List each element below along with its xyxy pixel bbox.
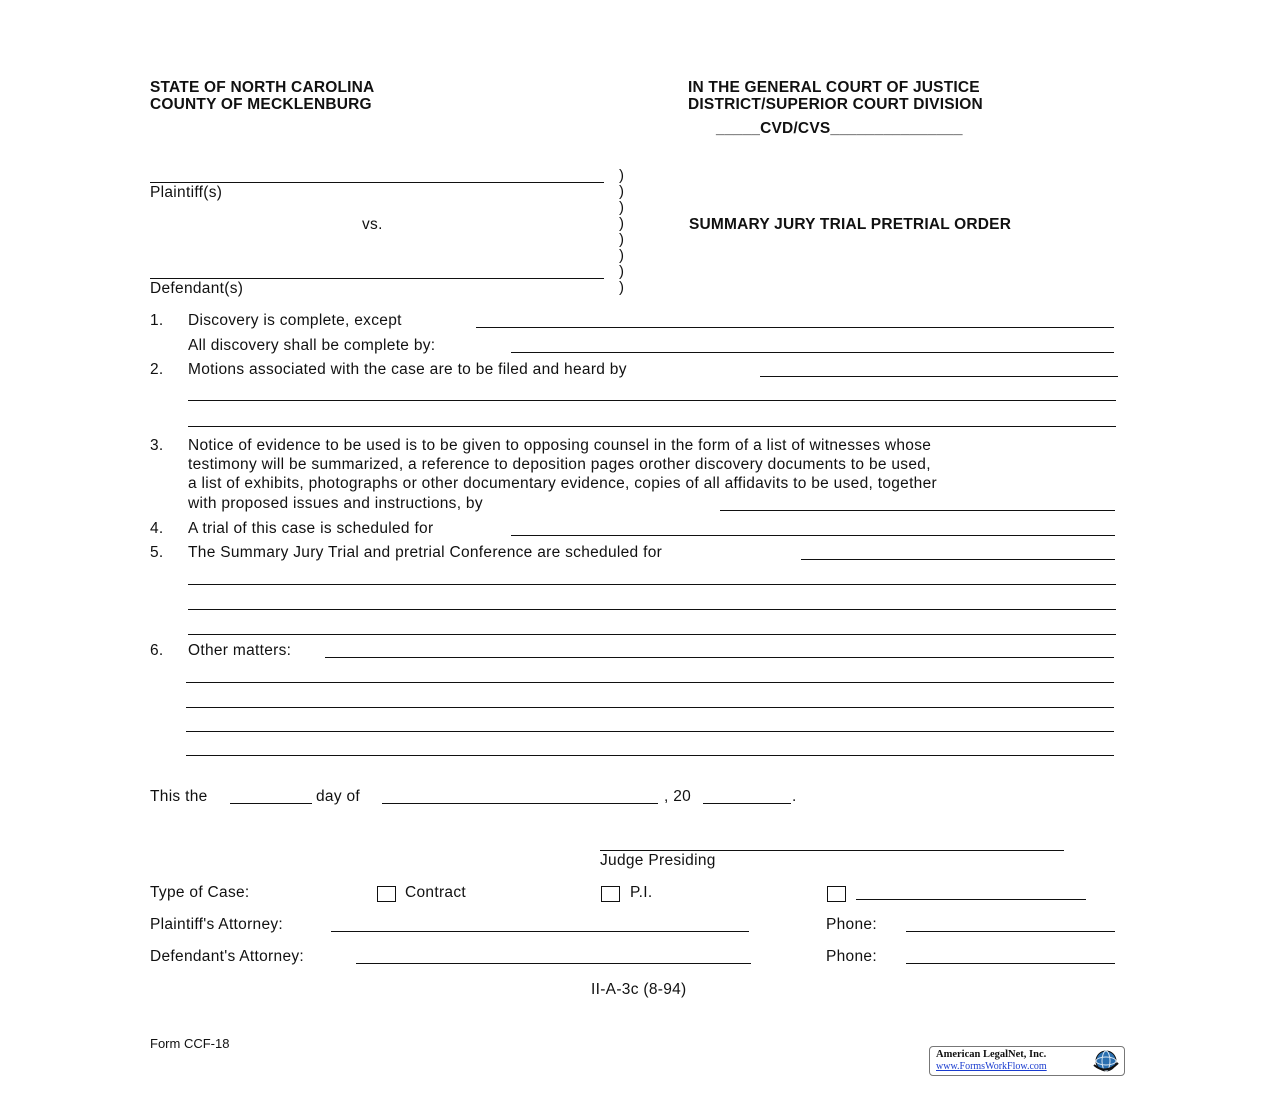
- other-matters-line[interactable]: [186, 755, 1114, 756]
- other-case-type-checkbox[interactable]: [827, 886, 846, 902]
- date-period: .: [792, 788, 797, 805]
- other-matters-line[interactable]: [186, 731, 1114, 732]
- pi-checkbox[interactable]: [601, 886, 620, 902]
- defendant-attorney-label: Defendant's Attorney:: [150, 948, 305, 965]
- item-number: 6.: [150, 642, 164, 659]
- caption-bracket: ): [619, 247, 624, 264]
- item-evidence-text: a list of exhibits, photographs or other documentary evidence, copies of all affidavits to be used, together: [188, 475, 937, 492]
- plaintiff-attorney-line[interactable]: [331, 931, 749, 932]
- item-discovery-label: Discovery is complete, except: [188, 312, 402, 329]
- summary-trial-line[interactable]: [188, 634, 1116, 635]
- motions-line[interactable]: [188, 400, 1116, 401]
- item-other-matters-label: Other matters:: [188, 642, 292, 659]
- discovery-deadline-label: All discovery shall be complete by:: [188, 337, 436, 354]
- other-matters-line[interactable]: [186, 682, 1114, 683]
- county-name: COUNTY OF MECKLENBURG: [150, 96, 372, 113]
- plaintiff-name-line[interactable]: [150, 182, 604, 183]
- other-matters-line[interactable]: [186, 707, 1114, 708]
- discovery-exception-line[interactable]: [476, 327, 1114, 328]
- other-case-type-line[interactable]: [856, 899, 1086, 900]
- item-number: 5.: [150, 544, 164, 561]
- defendant-phone-line[interactable]: [906, 963, 1115, 964]
- plaintiff-phone-line[interactable]: [906, 931, 1115, 932]
- plaintiff-attorney-label: Plaintiff's Attorney:: [150, 916, 284, 933]
- caption-bracket: ): [619, 167, 624, 184]
- versus-label: vs.: [362, 216, 383, 233]
- form-id: Form CCF-18: [150, 1036, 230, 1051]
- year-field[interactable]: [703, 803, 791, 804]
- globe-icon: [1091, 1049, 1121, 1073]
- court-division: DISTRICT/SUPERIOR COURT DIVISION: [688, 96, 983, 113]
- contract-checkbox[interactable]: [377, 886, 396, 902]
- item-evidence-text: testimony will be summarized, a reference to deposition pages orother discovery documents to be used,: [188, 456, 931, 473]
- publisher-name: American LegalNet, Inc.: [936, 1049, 1047, 1060]
- plaintiff-label: Plaintiff(s): [150, 184, 223, 201]
- summary-trial-line[interactable]: [801, 559, 1115, 560]
- date-year-label: , 20: [664, 788, 692, 805]
- item-number: 4.: [150, 520, 164, 537]
- pi-label: P.I.: [630, 884, 653, 901]
- defendant-label: Defendant(s): [150, 280, 244, 297]
- summary-trial-line[interactable]: [188, 584, 1116, 585]
- summary-trial-line[interactable]: [188, 609, 1116, 610]
- item-summary-trial-label: The Summary Jury Trial and pretrial Conference are scheduled for: [188, 544, 663, 561]
- contract-label: Contract: [405, 884, 466, 901]
- caption-bracket: ): [619, 263, 624, 280]
- plaintiff-phone-label: Phone:: [826, 916, 877, 933]
- item-evidence-text: with proposed issues and instructions, by: [188, 495, 483, 512]
- item-trial-label: A trial of this case is scheduled for: [188, 520, 434, 537]
- caption-bracket: ): [619, 183, 624, 200]
- publisher-url[interactable]: www.FormsWorkFlow.com: [936, 1061, 1047, 1072]
- evidence-notice-line[interactable]: [720, 510, 1115, 511]
- caption-bracket: ): [619, 279, 624, 296]
- item-number: 2.: [150, 361, 164, 378]
- date-this-the-label: This the: [150, 788, 208, 805]
- other-matters-line[interactable]: [325, 657, 1114, 658]
- motions-line[interactable]: [760, 376, 1118, 377]
- form-code: II-A-3c (8-94): [591, 981, 687, 998]
- state-name: STATE OF NORTH CAROLINA: [150, 79, 375, 96]
- date-day-of-label: day of: [316, 788, 361, 805]
- caption-bracket: ): [619, 215, 624, 232]
- document-title: SUMMARY JURY TRIAL PRETRIAL ORDER: [689, 216, 1012, 233]
- item-number: 3.: [150, 437, 164, 454]
- defendant-attorney-line[interactable]: [356, 963, 751, 964]
- trial-date-line[interactable]: [511, 535, 1115, 536]
- item-number: 1.: [150, 312, 164, 329]
- discovery-deadline-line[interactable]: [511, 352, 1114, 353]
- caption-bracket: ): [619, 231, 624, 248]
- day-field[interactable]: [230, 803, 312, 804]
- case-number-field[interactable]: _____CVD/CVS_______________: [716, 120, 963, 137]
- defendant-name-line[interactable]: [150, 278, 604, 279]
- publisher-logo[interactable]: [929, 1046, 1125, 1076]
- caption-bracket: ): [619, 199, 624, 216]
- court-name: IN THE GENERAL COURT OF JUSTICE: [688, 79, 980, 96]
- judge-signature-line[interactable]: [600, 850, 1064, 851]
- motions-line[interactable]: [188, 426, 1116, 427]
- defendant-phone-label: Phone:: [826, 948, 877, 965]
- item-evidence-text: Notice of evidence to be used is to be given to opposing counsel in the form of a list of witnesses whose: [188, 437, 932, 454]
- month-field[interactable]: [382, 803, 658, 804]
- item-motions-label: Motions associated with the case are to be filed and heard by: [188, 361, 627, 378]
- judge-presiding-label: Judge Presiding: [600, 852, 716, 869]
- case-type-label: Type of Case:: [150, 884, 250, 901]
